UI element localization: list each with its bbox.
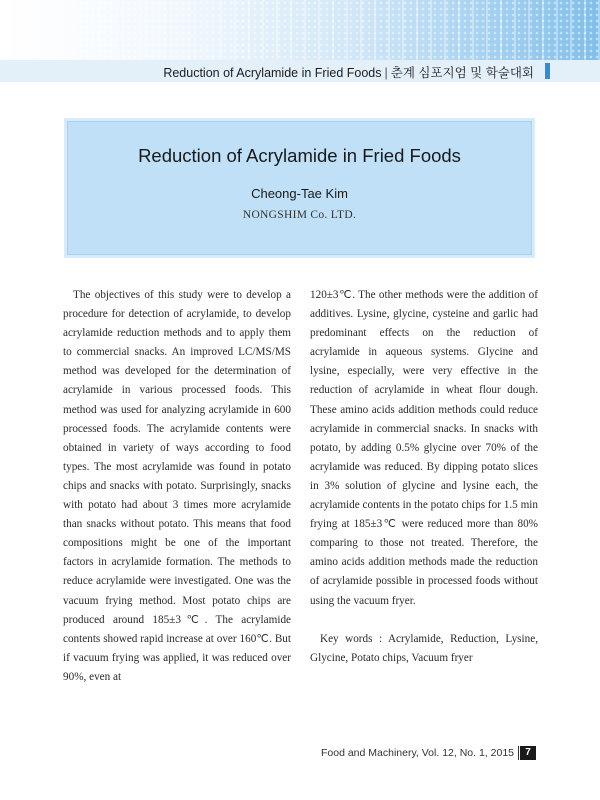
page-number: 7 [520, 746, 536, 760]
running-header-event: 춘계 심포지엄 및 학술대회 [390, 66, 534, 80]
journal-citation: Food and Machinery, Vol. 12, No. 1, 2015 [320, 747, 514, 759]
paper-title: Reduction of Acrylamide in Fried Foods [138, 145, 461, 166]
header-accent-bar [545, 63, 550, 79]
keywords: Key words : Acrylamide, Reduction, Lysine, Glycine, Potato chips, Vacuum fryer [310, 632, 538, 664]
running-header-section: Reduction of Acrylamide in Fried Foods [163, 66, 382, 80]
running-header-separator: | [384, 66, 388, 80]
author-name: Cheong-Tae Kim [251, 186, 348, 201]
abstract-right-column [310, 286, 538, 668]
banner-stripe-pattern [220, 0, 600, 60]
footer-divider [518, 746, 519, 760]
abstract-paragraph: The objectives of this study were to develop a procedure for detection of acrylamide, to develop acrylamide reduction methods and to apply them to commercial snacks. An improved LC/MS/MS method was developed for the determination of acrylamide in various processed foods. This method was used for analyzing acrylamide in 600 processed foods. The acrylamide contents were obtained in variety of ways according to food types. The most acrylamide was found in potato chips and snacks with potato. Surprisingly, snacks with potato had about 3 times more acrylamide than snacks without potato. This means that food compositions might be one of the important factors in acrylamide formation. The methods to reduce acrylamide were investigated. One was the vacuum frying method. Most potato chips are produced around 185±3℃. The acrylamide contents showed rapid increase at over 160℃. But if vacuum frying was applied, it was reduced over 90%, even at [63, 289, 291, 683]
abstract-left-column [63, 286, 291, 687]
top-banner [0, 0, 600, 60]
abstract-paragraph-continued: 120±3℃. The other methods were the addition of additives. Lysine, glycine, cysteine and garlic had predominant effects on the reduction of acrylamide in aqueous systems. Glycine and lysine, especially, were very effective in the reduction of acrylamide in wheat flour dough. These amino acids addition methods could reduce acrylamide in commercial snacks. In snacks with potato, by adding 0.5% glycine over 70% of the acrylamide was reduced. By dipping potato slices in 3% solution of glycine and lysine each, the acrylamide contents in the potato chips for 1.5 min frying at 185±3℃ were reduced more than 80% comparing to those not treated. Therefore, the amino acids addition methods made the reduction of acrylamide possible in processed foods without using the vacuum fryer. [310, 289, 538, 607]
running-header [163, 63, 534, 81]
author-affiliation: NONGSHIM Co. LTD. [242, 209, 357, 221]
